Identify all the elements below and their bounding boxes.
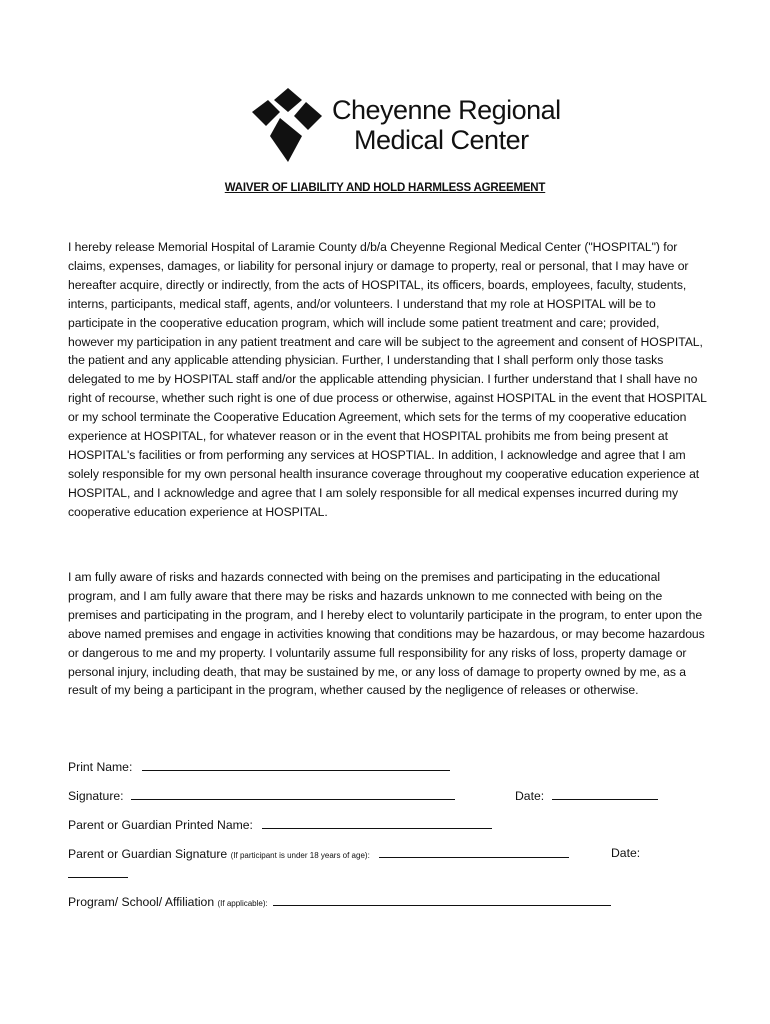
guardian-signature-row: [68, 846, 569, 861]
print-name-row: [68, 759, 450, 774]
guardian-date-field[interactable]: [68, 866, 128, 878]
print-name-field[interactable]: [142, 759, 450, 771]
document-title: WAIVER OF LIABILITY AND HOLD HARMLESS AGREEMENT: [224, 182, 546, 194]
print-name-label: Print Name:: [68, 760, 133, 774]
diamond-logo-icon: [250, 86, 330, 164]
guardian-signature-field[interactable]: [379, 846, 569, 858]
date-row: [515, 788, 658, 803]
program-field[interactable]: [273, 894, 611, 906]
guardian-date-label: Date:: [611, 846, 641, 860]
release-paragraph: I hereby release Memorial Hospital of Laramie County d/b/a Cheyenne Regional Medical Center ("HOSPITAL") for claims, expenses, damages, or liability for personal injury or damage to property, real or personal, that I may have or hereafter acquire, directly or indirectly, from the acts of HOSPITAL, its officers, boards, employees, faculty, students, interns, participants, medical staff, agents, and/or volunteers. I understand that my role at HOSPITAL will be to participate in the cooperative education program, which will include some patient treatment and care; provided, however my participation in any patient treatment and care will be subject to the agreement and consent of HOSPITAL, the patient and any applicable attending physician. Further, I understanding that I shall perform only those tasks delegated to me by HOSPITAL staff and/or the applicable attending physician. I further understand that I shall have no right of recourse, whether such right is one of due process or otherwise, against HOSPITAL in the event that HOSPITAL or my school terminate the Cooperative Education Agreement, which sets for the terms of my cooperative education experience at HOSPITAL, for whatever reason or in the event that HOSPITAL prohibits me from being present at HOSPITAL's facilities or from performing any services at HOSPTIAL. In addition, I acknowledge and agree that I am solely responsible for my own personal health insurance coverage throughout my cooperative education experience at HOSPITAL, and I acknowledge and agree that I am solely responsible for all medical expenses incurred during my cooperative education experience at HOSPITAL.: [68, 240, 707, 519]
signature-label: Signature:: [68, 789, 124, 803]
guardian-signature-note: (If participant is under 18 years of age):: [230, 851, 370, 860]
program-label: Program/ School/ Affiliation: [68, 895, 215, 909]
risk-paragraph: I am fully aware of risks and hazards connected with being on the premises and participating in the educational program, and I am fully aware that there may be risks and hazards unknown to me connected with being on the premises and participating in the program, and I hereby elect to voluntarily participate in the program, to enter upon the above named premises and engage in activities knowing that conditions may be hazardous, or may become hazardous or dangerous to me and my property. I voluntarily assume full responsibility for any risks of loss, property damage or personal injury, including death, that may be sustained by me, or any loss of damage to property owned by me, as a result of my being a participant in the program, whether caused by the negligence of releases or otherwise.: [68, 570, 705, 698]
guardian-signature-label: Parent or Guardian Signature: [68, 847, 228, 861]
guardian-name-row: [68, 817, 492, 832]
logo-text-line2: Medical Center: [354, 125, 529, 155]
signature-row: [68, 788, 455, 803]
program-note: (If applicable):: [217, 899, 268, 908]
hospital-logo: [250, 86, 561, 164]
guardian-name-field[interactable]: [262, 817, 492, 829]
guardian-date-field-row: [68, 866, 128, 881]
guardian-date-row: [611, 846, 640, 860]
signature-field[interactable]: [131, 788, 455, 800]
guardian-name-label: Parent or Guardian Printed Name:: [68, 818, 253, 832]
date-field[interactable]: [552, 788, 658, 800]
date-label: Date:: [515, 789, 545, 803]
logo-text-line1: Cheyenne Regional: [332, 95, 561, 125]
program-row: [68, 894, 611, 909]
